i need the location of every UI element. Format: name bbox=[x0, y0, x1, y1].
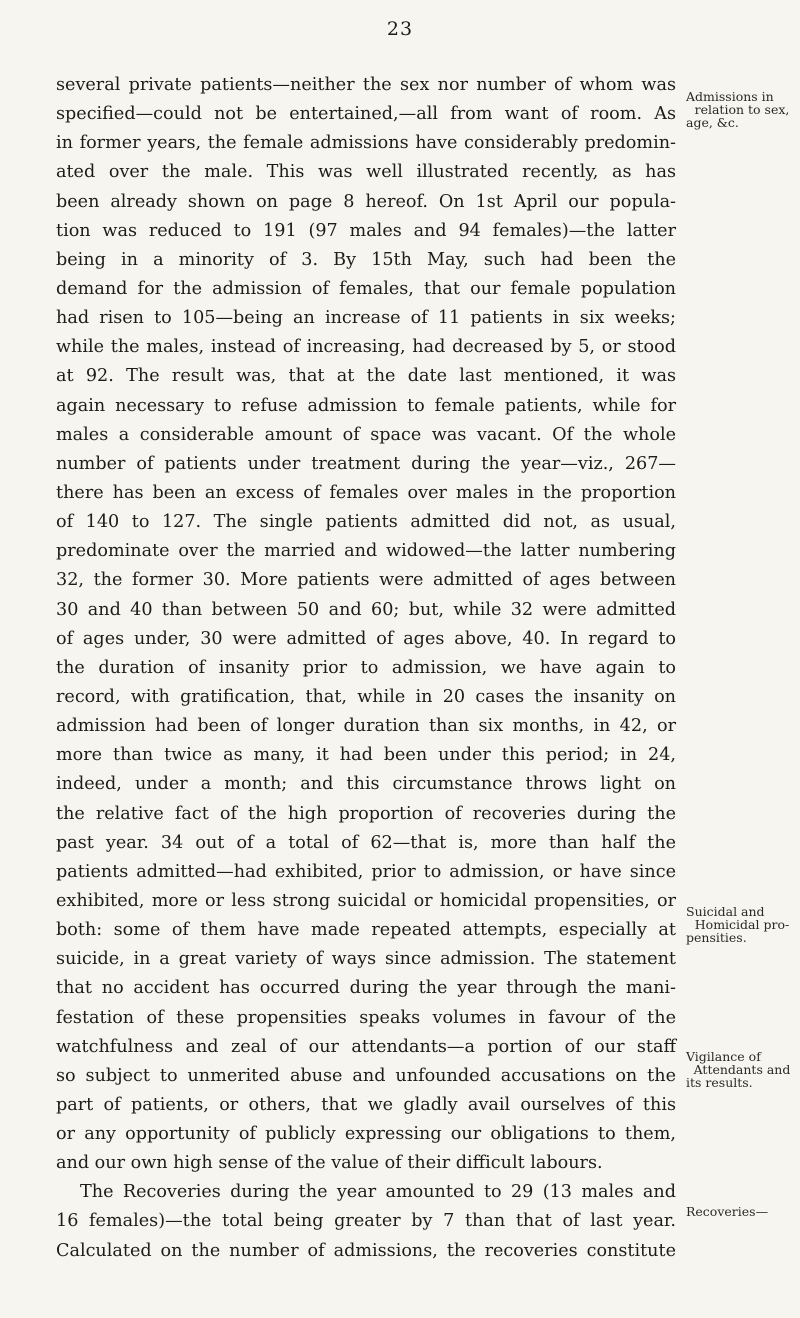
body-line: predominate over the married and widowed—the latter numbering bbox=[56, 541, 676, 562]
margin-note-line: Vigilance of bbox=[686, 1049, 761, 1064]
body-line: in former years, the female admissions have considerably predomin- bbox=[56, 133, 676, 154]
body-line: being in a minority of 3. By 15th May, such had been the bbox=[56, 249, 676, 270]
body-line: record, with gratification, that, while in 20 cases the insanity on bbox=[56, 686, 676, 707]
body-line: while the males, instead of increasing, had decreased by 5, or stood bbox=[56, 337, 676, 358]
margin-note-suicidal bbox=[686, 905, 798, 944]
margin-note-line: Suicidal and bbox=[686, 904, 765, 919]
margin-note-line: age, &c. bbox=[686, 115, 739, 130]
body-line: 32, the former 30. More patients were admitted of ages between bbox=[56, 570, 676, 591]
body-line: been already shown on page 8 hereof. On 1st April our popula- bbox=[56, 191, 676, 212]
margin-note-admissions bbox=[686, 90, 798, 129]
body-line: part of patients, or others, that we gladly avail ourselves of this bbox=[56, 1094, 676, 1115]
body-line: The Recoveries during the year amounted to 29 (13 males and bbox=[80, 1182, 676, 1203]
body-line: watchfulness and zeal of our attendants—a portion of our staff bbox=[56, 1036, 676, 1057]
body-line: of 140 to 127. The single patients admitted did not, as usual, bbox=[56, 512, 676, 533]
body-line: indeed, under a month; and this circumstance throws light on bbox=[56, 774, 676, 795]
body-line: several private patients—neither the sex nor number of whom was bbox=[56, 75, 676, 95]
margin-note-recoveries bbox=[686, 1205, 798, 1218]
body-line: and our own high sense of the value of their difficult labours. bbox=[56, 1153, 603, 1174]
body-line: more than twice as many, it had been under this period; in 24, bbox=[56, 745, 676, 766]
body-line: number of patients under treatment during the year—viz., 267— bbox=[56, 453, 676, 474]
margin-note-line: Attendants and bbox=[693, 1062, 791, 1077]
body-line: admission had been of longer duration than six months, in 42, or bbox=[56, 716, 676, 737]
body-line: had risen to 105—being an increase of 11 patients in six weeks; bbox=[56, 308, 676, 329]
body-line: suicide, in a great variety of ways since admission. The statement bbox=[56, 949, 676, 970]
page-number: 23 bbox=[386, 18, 414, 40]
body-line: the duration of insanity prior to admission, we have again to bbox=[56, 657, 676, 678]
margin-note-line: Homicidal pro- bbox=[694, 917, 790, 932]
body-line: males a considerable amount of space was vacant. Of the whole bbox=[56, 424, 676, 445]
margin-note-line: pensities. bbox=[686, 930, 747, 945]
body-line: or any opportunity of publicly expressing our obligations to them, bbox=[56, 1124, 676, 1145]
body-line: again necessary to refuse admission to female patients, while for bbox=[56, 395, 676, 416]
body-line: patients admitted—had exhibited, prior to admission, or have since bbox=[56, 861, 676, 882]
body-line: 16 females)—the total being greater by 7 than that of last year. bbox=[56, 1211, 676, 1232]
body-line: ated over the male. This was well illustrated recently, as has bbox=[56, 162, 676, 183]
body-line: both: some of them have made repeated attempts, especially at bbox=[56, 920, 676, 941]
body-line: the relative fact of the high proportion of recoveries during the bbox=[56, 803, 676, 824]
body-line: of ages under, 30 were admitted of ages above, 40. In regard to bbox=[56, 628, 676, 649]
margin-note-line: Admissions in bbox=[686, 89, 774, 104]
body-line: 30 and 40 than between 50 and 60; but, while 32 were admitted bbox=[56, 599, 676, 620]
body-line: specified—could not be entertained,—all from want of room. As bbox=[56, 104, 676, 125]
body-line: there has been an excess of females over males in the proportion bbox=[56, 482, 676, 503]
body-line: so subject to unmerited abuse and unfounded accusations on the bbox=[56, 1065, 676, 1086]
body-text bbox=[56, 71, 676, 1266]
body-line: tion was reduced to 191 (97 males and 94 females)—the latter bbox=[56, 220, 676, 241]
margin-note-line: its results. bbox=[686, 1075, 753, 1090]
body-line: that no accident has occurred during the year through the mani- bbox=[56, 978, 676, 999]
margin-note-vigilance bbox=[686, 1050, 798, 1089]
body-line: demand for the admission of females, that our female population bbox=[56, 278, 676, 299]
body-line: Calculated on the number of admissions, the recoveries constitute bbox=[56, 1240, 676, 1261]
body-line: exhibited, more or less strong suicidal or homicidal propensities, or bbox=[56, 890, 676, 911]
margin-note-line: relation to sex, bbox=[694, 102, 790, 117]
body-line: at 92. The result was, that at the date last mentioned, it was bbox=[56, 366, 676, 387]
body-line: festation of these propensities speaks volumes in favour of the bbox=[56, 1007, 676, 1028]
body-line: past year. 34 out of a total of 62—that is, more than half the bbox=[56, 832, 676, 853]
margin-note-line: Recoveries— bbox=[686, 1204, 769, 1219]
